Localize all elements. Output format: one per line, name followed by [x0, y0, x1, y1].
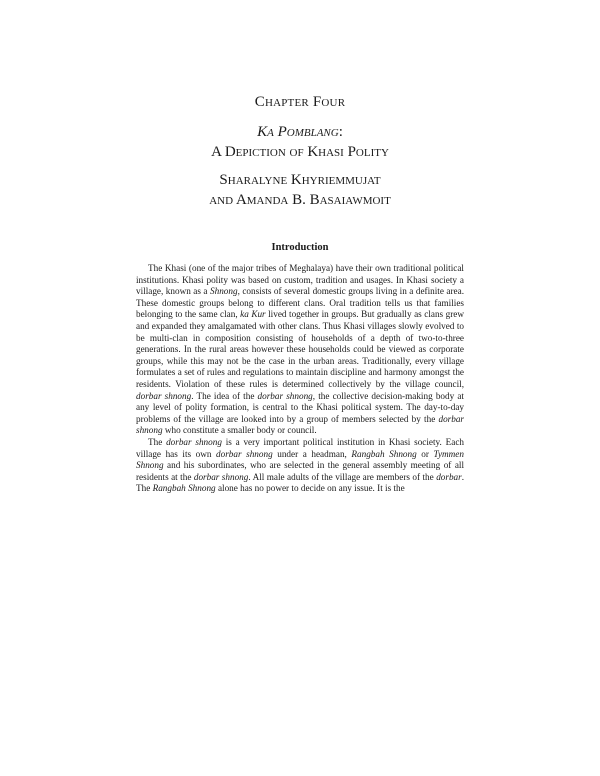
p2-term: Rangbah Shnong — [351, 448, 417, 459]
p2-text: under a headman, — [272, 448, 352, 459]
p2-text: The — [148, 436, 167, 447]
p1-text: , consists of several domestic groups living in a definite area. These domestic groups belong to different clans. Oral tradition tells us that families belonging to the same clan, — [136, 286, 464, 320]
chapter-title-italic: Ka Pomblang — [257, 124, 339, 140]
paragraph-1 — [136, 263, 464, 437]
p2-text: or — [416, 448, 434, 459]
p2-term: dorbar shnong — [166, 436, 222, 447]
p1-text: who constitute a smaller body or council. — [162, 425, 317, 436]
p2-text: alone has no power to decide on any issue. It is the — [215, 483, 405, 494]
p1-text: . The idea of the — [191, 390, 258, 401]
chapter-title-line-2: A Depiction of Khasi Polity — [211, 144, 389, 160]
chapter-title-colon: : — [338, 124, 343, 140]
chapter-title-line-1 — [0, 122, 600, 142]
p2-text: . The — [136, 471, 465, 494]
author-2: and Amanda B. Basaiawmoit — [209, 192, 391, 208]
p1-text: , the collective decision-making body at any level of polity formation, is central to the Khasi political system. The day-to-day problems of the village are looked into by a group of members selected by the — [136, 390, 464, 424]
p2-term: Tymmen Shnong — [136, 448, 464, 471]
chapter-label: Chapter Four — [254, 94, 346, 110]
p1-term: dorbar shnong — [257, 390, 313, 401]
p1-term: ka Kur — [240, 309, 266, 320]
p2-term: dorbar shnong — [193, 471, 249, 482]
paragraph-2 — [136, 437, 464, 495]
section-heading: Introduction — [271, 242, 329, 253]
p1-term: dorbar shnong — [136, 390, 192, 401]
p2-text: is a very important political institution in Khasi society. Each village has its own — [136, 436, 464, 459]
p1-term: Shnong — [210, 286, 238, 297]
p1-term: dorbar shnong — [136, 413, 464, 436]
body-text — [136, 263, 464, 495]
p2-term: Rangbah Shnong — [152, 483, 216, 494]
p1-text: lived together in groups. But gradually as clans grew and expanded they amalgamated with other clans. Thus Khasi villages slowly evolved to be multi-clan in composition consisting of households of a depth of two-to-three generations. In the rural areas however these households could be viewed as corporate groups, while this may not be the case in the urban areas. Traditionally, every village formulates a set of rules and regulations to maintain discipline and harmony amongst the residents. Violation of these rules is determined collectively by the village council, — [136, 309, 465, 389]
p2-term: dorbar shnong — [216, 448, 273, 459]
author-1: Sharalyne Khyriemmujat — [219, 172, 381, 188]
chapter-authors — [0, 170, 600, 210]
p2-text: . All male adults of the village are members of the — [248, 471, 437, 482]
p1-text: The Khasi (one of the major tribes of Meghalaya) have their own traditional political institutions. Khasi polity was based on custom, tradition and usages. In Khasi society a village, known as a — [136, 263, 464, 297]
p2-text: and his subordinates, who are selected in the general assembly meeting of all residents at the — [136, 460, 464, 482]
p2-term: dorbar — [436, 471, 462, 482]
chapter-title — [0, 122, 600, 162]
